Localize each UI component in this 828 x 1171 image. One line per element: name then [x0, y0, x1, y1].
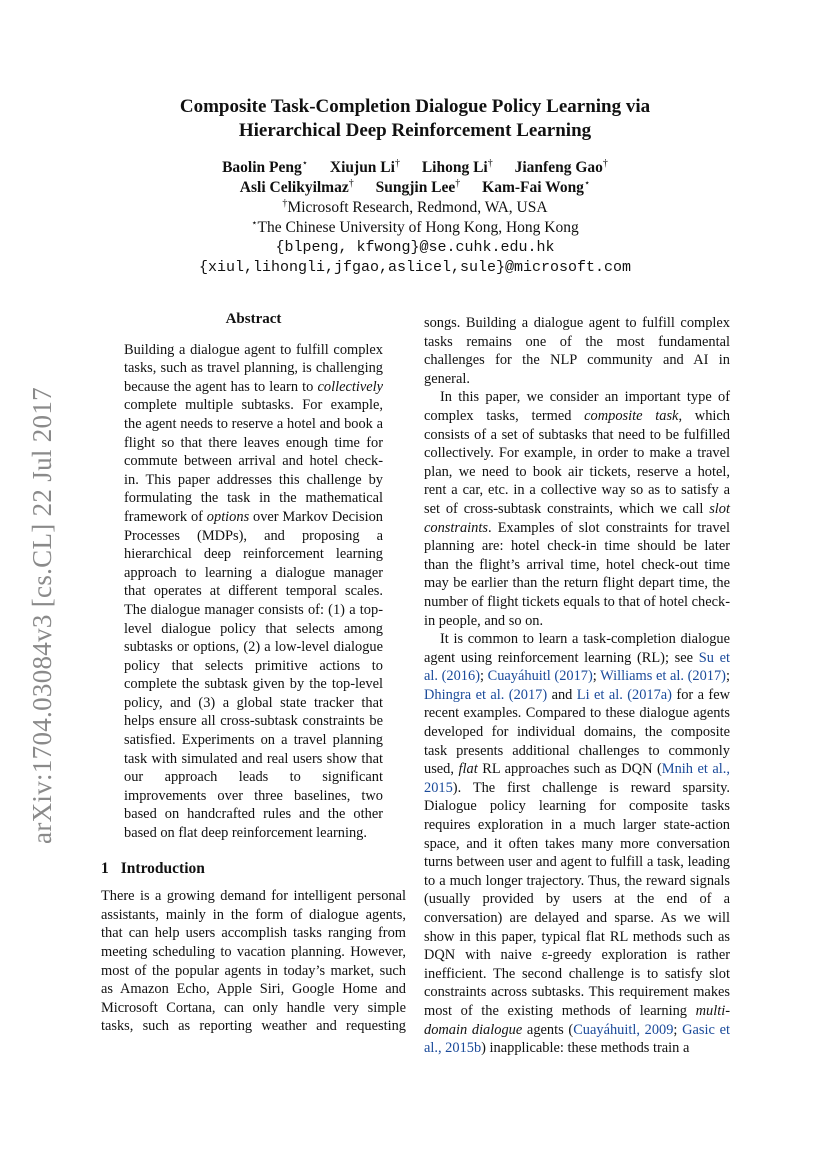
citation-link[interactable]: Williams et al. (2017): [600, 668, 726, 685]
abstract-heading: Abstract: [225, 311, 282, 327]
author-name: Kam-Fai Wong⋆: [482, 178, 591, 196]
intro-paragraph-2: In this paper, we consider an important type of complex tasks, termed composite task, which consists of a set of subtasks that need to be fulfilled collectively. For example, in order to make a travel plan, we need to book air tickets, reserve a hotel, rent a car, etc. in a collective way so as to satisfy a set of cross-subtask constraints, which we call slot constraints. Examples of slot constraints for travel planning are: hotel check-in time should be later than the flight’s arrival time, hotel check-out time may be earlier than the return flight depart time, the number of flight tickets equals to that of hotel check-in people, and so on.: [424, 389, 730, 629]
paper-title: [100, 95, 730, 143]
arxiv-side-identifier: [22, 380, 62, 850]
intro-paragraph-1-part-2: songs. Building a dialogue agent to fulfill complex tasks remains one of the most fundamental challenges for the NLP community and AI in general.: [424, 315, 730, 387]
affiliation-microsoft: †Microsoft Research, Redmond, WA, USA: [282, 198, 548, 216]
left-column: [101, 310, 406, 1036]
citation-link[interactable]: Dhingra et al. (2017): [424, 686, 548, 703]
author-name: Jianfeng Gao†: [514, 158, 608, 176]
affiliation-cuhk: ⋆The Chinese University of Hong Kong, Hong Kong: [251, 218, 579, 236]
author-name: Xiujun Li†: [329, 158, 400, 176]
author-row-2: [100, 178, 730, 198]
author-name: Asli Celikyilmaz†: [239, 178, 354, 196]
citation-link[interactable]: Mnih et al., 2015: [424, 761, 731, 796]
author-row-1: [100, 158, 730, 178]
arxiv-id-text: arXiv:1704.03084v3 [cs.CL] 22 Jul 2017: [26, 386, 57, 844]
title-line-2: Hierarchical Deep Reinforcement Learning: [238, 120, 592, 141]
citation-link[interactable]: Su et al. (2016): [424, 649, 730, 685]
author-block: [100, 158, 730, 278]
title-line-1: Composite Task-Completion Dialogue Policy Learning via: [179, 96, 651, 117]
section-heading-introduction: 1 Introduction: [101, 859, 205, 877]
author-name: Sungjin Lee†: [375, 178, 461, 196]
author-name: Lihong Li†: [421, 158, 493, 176]
citation-link[interactable]: Li et al. (2017a): [576, 686, 672, 703]
abstract-text: Building a dialogue agent to fulfill complex tasks, such as travel planning, is challenging because the agent has to learn to collectively complete multiple subtasks. For example, the agent needs to reserve a hotel and book a flight so that there leaves enough time for commute between arrival and hotel check-in. This paper addresses this challenge by formulating the task in the mathematical framework of options over Markov Decision Processes (MDPs), and proposing a hierarchical deep reinforcement learning approach to learning a dialogue manager that operates at different temporal scales. The dialogue manager consists of: (1) a top-level dialogue policy that selects among subtasks or options, (2) a low-level dialogue policy that selects primitive actions to complete the subtask given by the top-level policy, and (3) a global state tracker that helps ensure all cross-subtask constraints be satisfied. Experiments on a travel planning task with simulated and real users show that our approach leads to significant improvements over three baselines, two based on handcrafted rules and the other based on flat deep reinforcement learning.: [124, 341, 383, 842]
citation-link[interactable]: Cuayáhuitl, 2009: [573, 1021, 674, 1038]
email-cuhk: {blpeng, kfwong}@se.cuhk.edu.hk: [275, 239, 555, 256]
right-column: [424, 314, 730, 1058]
intro-paragraph-1-part-1: There is a growing demand for intelligent personal assistants, mainly in the form of dialogue agents, that can help users accomplish tasks ranging from meeting scheduling to vacation planning. However, most of the popular agents in today’s market, such as Amazon Echo, Apple Siri, Google Home and Microsoft Cortana, can only handle very simple tasks, such as reporting weather and requesting: [101, 888, 406, 1035]
citation-link[interactable]: Cuayáhuitl (2017): [487, 668, 593, 685]
citation-link[interactable]: Gasic et al., 2015b: [424, 1021, 730, 1057]
author-name: Baolin Peng⋆: [222, 158, 309, 176]
email-microsoft: {xiul,lihongli,jfgao,aslicel,sule}@microsoft.com: [198, 259, 632, 276]
intro-paragraph-3: It is common to learn a task-completion dialogue agent using reinforcement learning (RL); see Su et al. (2016); Cuayáhuitl (2017); Williams et al. (2017); Dhingra et al. (2017) and Li et al. (2017a) for a few recent examples. Compared to these dialogue agents developed for individual domains, the composite task presents additional challenges to commonly used, flat RL approaches such as DQN (Mnih et al., 2015). The first challenge is reward sparsity. Dialogue policy learning for composite tasks requires exploration in a much larger state-action space, and it often takes many more conversation turns between user and agent to fulfill a task, leading to a much longer trajectory. Thus, the reward signals (usually provided by users at the end of a conversation) are delayed and sparse. As we will show in this paper, typical flat RL methods such as DQN with naive ε-greedy exploration is rather inefficient. The second challenge is to satisfy slot constraints across subtasks. This requirement makes most of the existing methods of learning multi-domain dialogue agents (Cuayáhuitl, 2009; Gasic et al., 2015b) inapplicable: these methods train a: [424, 631, 731, 1057]
